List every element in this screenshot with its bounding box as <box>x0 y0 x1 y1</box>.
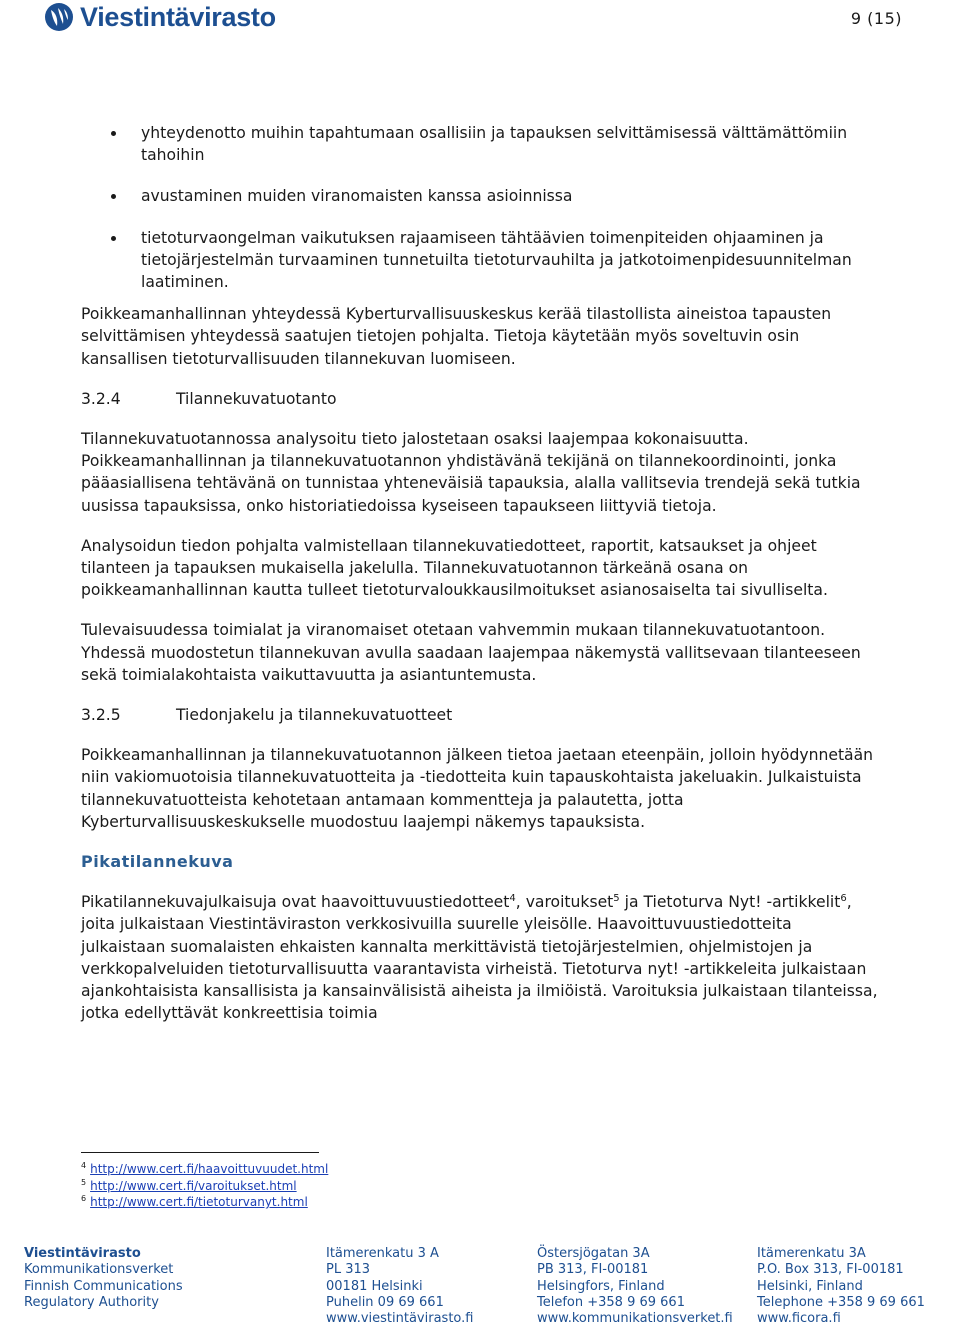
footer-column-organisation <box>24 1246 183 1311</box>
footer-line: 00181 Helsinki <box>326 1278 423 1294</box>
footer-line: P.O. Box 313, FI-00181 <box>757 1262 904 1278</box>
footnote <box>81 1178 328 1195</box>
footer-line: Östersjögatan 3A <box>537 1246 650 1261</box>
footnote-ref[interactable]: 6 <box>840 893 847 905</box>
footer-link[interactable]: www.viestintävirasto.fi <box>326 1311 474 1327</box>
text-run: Pikatilannekuvajulkaisuja ovat haavoittuvuustiedotteet <box>81 893 510 912</box>
footnote-ref[interactable]: 4 <box>509 893 516 905</box>
section-title: Tilannekuvatuotanto <box>176 389 337 408</box>
footer-link[interactable]: www.kommunikationsverket.fi <box>537 1311 733 1327</box>
footnote-link[interactable]: http://www.cert.fi/varoitukset.html <box>90 1178 297 1193</box>
footnote-link[interactable]: http://www.cert.fi/tietoturvanyt.html <box>90 1195 308 1209</box>
footer-line: Puhelin 09 69 661 <box>326 1294 444 1310</box>
document-body <box>81 122 881 1025</box>
footer-column-english <box>757 1246 925 1327</box>
section-heading <box>81 704 881 726</box>
footer-line: PB 313, FI-00181 <box>537 1262 649 1278</box>
paragraph: Tulevaisuudessa toimialat ja viranomaiset otetaan vahvemmin mukaan tilannekuvatuotantoon. Yhdessä muodostetun tilannekuvan avulla saadaan laajempaa näkemystä vallitsevaan tilanteeseen sekä toimialakohtaista vaikuttavuutta ja asiantuntemusta. <box>81 621 861 684</box>
logo <box>44 2 276 32</box>
section-number: 3.2.5 <box>81 706 121 725</box>
footnote-link[interactable]: http://www.cert.fi/haavoittuvuudet.html <box>90 1162 329 1176</box>
subheading: Pikatilannekuva <box>81 852 234 872</box>
footnote-ref[interactable]: 5 <box>613 893 620 905</box>
section-title: Tiedonjakelu ja tilannekuvatuotteet <box>176 706 453 725</box>
footer-line: Itämerenkatu 3A <box>757 1246 866 1261</box>
logo-text: Viestintävirasto <box>80 1 276 32</box>
bullet-list <box>81 122 881 293</box>
footer-line: Kommunikationsverket <box>24 1262 174 1278</box>
paragraph: Poikkeamanhallinnan ja tilannekuvatuotannon jälkeen tietoa jaetaan eteenpäin, jolloin hyödynnetään niin vakiomuotoisia tilannekuvatuotteita ja -tiedotteita kuin tapauskohtaista jakeluakin. Julkaistuista tilannekuvatuotteista kehotetaan antamaan kommentteja ja palautetta, jotta Kyberturvallisuuskeskukselle muodostuu laajempi näkemys tapauksista. <box>81 746 874 831</box>
text-run: , joita julkaistaan Viestintäviraston verkkosivuilla suurelle yleisölle. Haavoittuvuustiedotteita julkaistaan suomalaisten ehkaisten kannalta merkittävistä tietojärjestelmien, ohjelmistojen ja verkkopalveluiden tietoturvallisuutta vaarantavista virheistä. Tietoturva nyt! -artikkeleita julkaistaan ajankohtaisista kansallisista ja kansainvälisistä aiheista ja ilmiöistä. Varoituksia julkaistaan tilanteissa, jotka edellyttävät konkreettisia toimia <box>81 893 878 1023</box>
footer-link[interactable]: www.ficora.fi <box>757 1311 841 1327</box>
footer-line: Telefon +358 9 69 661 <box>537 1294 685 1310</box>
list-item <box>81 185 881 207</box>
footnote <box>81 1161 328 1178</box>
text-run: , varoitukset <box>515 893 614 912</box>
footnote-number: 4 <box>81 1161 87 1170</box>
footnotes <box>81 1161 328 1211</box>
footer-line: Itämerenkatu 3 A <box>326 1246 439 1261</box>
section-heading <box>81 388 881 410</box>
paragraph: Poikkeamanhallinnan yhteydessä Kyberturvallisuuskeskus kerää tilastollista aineistoa tapausten selvittämisen yhteydessä saatujen tietojen pohjalta. Tietoja käytetään myös soveltuvin osin kansallisen tietoturvallisuuden tilannekuvan luomiseen. <box>81 305 832 368</box>
bullet-icon <box>111 131 116 136</box>
footnote-number: 6 <box>81 1194 87 1203</box>
logo-icon <box>44 2 74 32</box>
list-item <box>81 227 881 294</box>
bullet-icon <box>111 236 116 241</box>
text-run: ja Tietoturva Nyt! -artikkelit <box>619 893 841 912</box>
paragraph <box>81 891 881 1024</box>
page-header <box>0 0 960 50</box>
footer-line: Telephone +358 9 69 661 <box>757 1294 925 1310</box>
list-item-text: yhteydenotto muihin tapahtumaan osallisiin ja tapauksen selvittämisessä välttämättömiin tahoihin <box>141 124 848 165</box>
list-item-text: avustaminen muiden viranomaisten kanssa asioinnissa <box>141 187 573 206</box>
list-item <box>81 122 881 166</box>
footer-line: Finnish Communications <box>24 1278 183 1294</box>
page-number: 9 (15) <box>850 9 902 28</box>
footnote <box>81 1194 328 1211</box>
footnote-number: 5 <box>81 1177 87 1187</box>
footer-column-finnish <box>326 1246 473 1327</box>
bullet-icon <box>111 194 116 199</box>
paragraph: Analysoidun tiedon pohjalta valmistellaan tilannekuvatiedotteet, raportit, katsaukset ja ohjeet tilanteen ja tapauksen mukaisella jakelulla. Tilannekuvatuotannon tärkeänä osana on poikkeamanhallinnan kautta tulleet tietoturvaloukkausilmoitukset asianosaiselta tai sivulliselta. <box>81 536 828 600</box>
footer-line: Helsinki, Finland <box>757 1278 863 1294</box>
footer-column-swedish <box>537 1246 733 1327</box>
section-number: 3.2.4 <box>81 389 121 408</box>
footer-line: Viestintävirasto <box>24 1246 141 1261</box>
footer-line: PL 313 <box>326 1262 371 1278</box>
list-item-text: tietoturvaongelman vaikutuksen rajaamiseen tähtäävien toimenpiteiden ohjaaminen ja tietojärjestelmän turvaaminen tunnetuilta tietoturvauhilta ja jatkotoimenpidesuunnitelman laatiminen. <box>141 228 852 292</box>
paragraph: Tilannekuvatuotannossa analysoitu tieto jalostetaan osaksi laajempaa kokonaisuutta. Poikkeamanhallinnan ja tilannekuvatuotannon yhdistävänä tekijänä on tilannekoordinointi, jonka pääasiallisena tehtävänä on tunnistaa yhteneväisiä tapauksia, alalla vallitsevia trendejä sekä tutkia uusissa tapauksissa, onko historiatiedoissa kyseiseen tapaukseen liittyviä tietoja. <box>81 430 861 515</box>
footnote-divider <box>81 1152 319 1153</box>
footer-line: Helsingfors, Finland <box>537 1278 665 1294</box>
footer-line: Regulatory Authority <box>24 1294 159 1310</box>
